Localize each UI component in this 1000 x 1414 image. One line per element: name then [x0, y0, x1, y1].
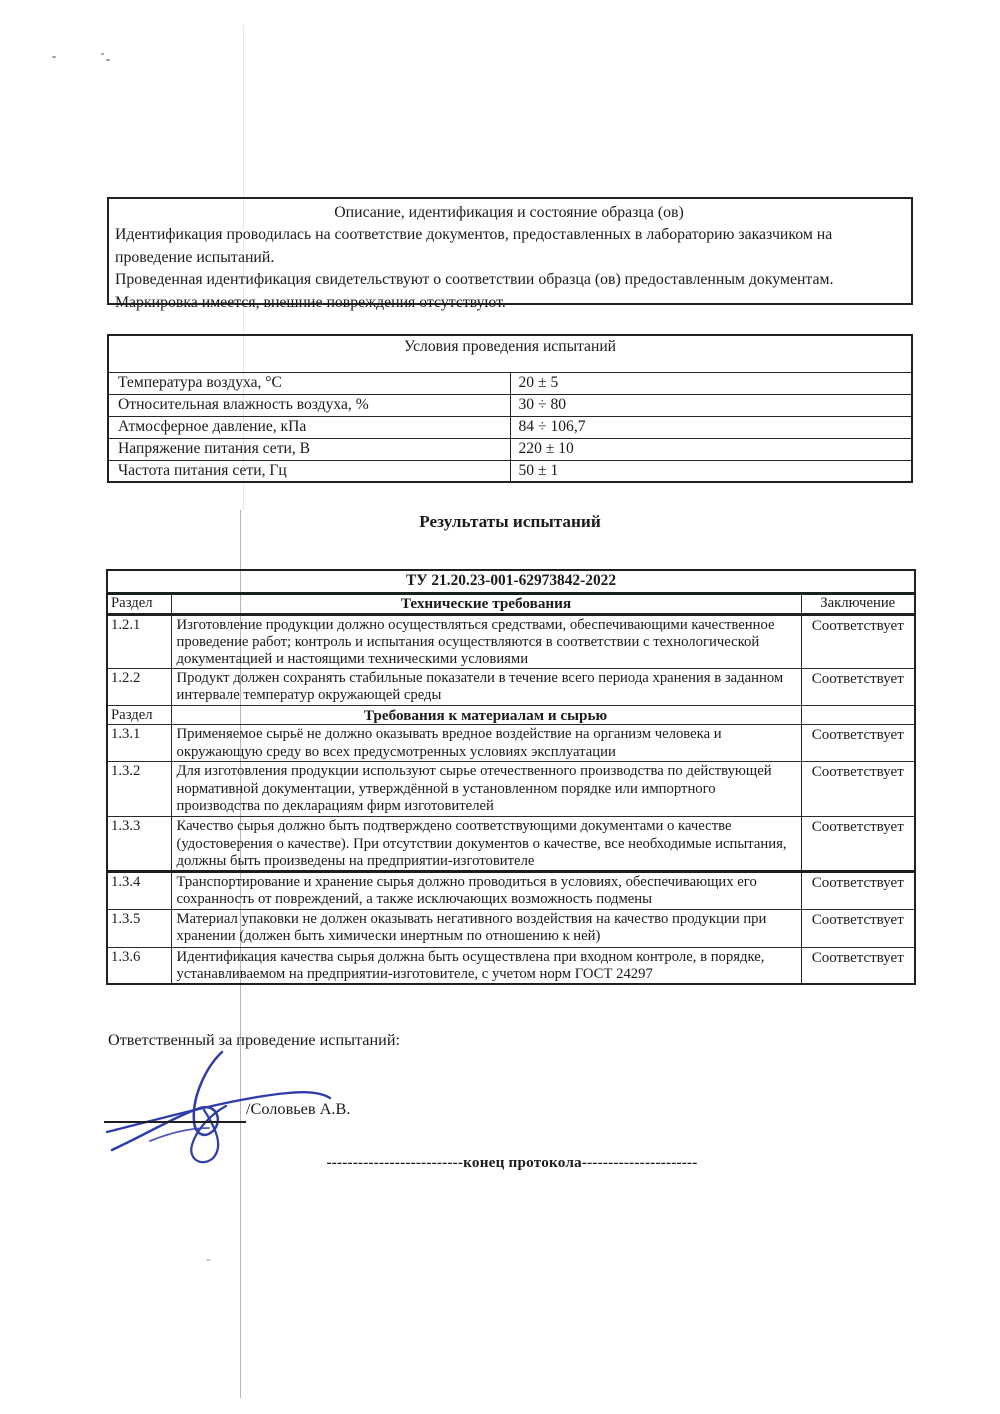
test-conditions-table — [107, 334, 913, 483]
table-row — [108, 438, 912, 460]
section-number: 1.2.2 — [107, 669, 171, 706]
column-header-row — [107, 593, 915, 614]
condition-value: 84 ÷ 106,7 — [510, 416, 912, 438]
scan-speck — [101, 53, 104, 55]
condition-value: 50 ± 1 — [510, 460, 912, 482]
condition-value: 20 ± 5 — [510, 372, 912, 394]
conclusion-value: Соответствует — [801, 817, 915, 872]
sample-description-box — [107, 197, 913, 311]
condition-label: Относительная влажность воздуха, % — [108, 394, 510, 416]
sample-box-paragraph: Проведенная идентификация свидетельствуют о соответствии образца (ов) предоставленным документам. — [115, 271, 834, 289]
tu-number: ТУ 21.20.23-001-62973842-2022 — [107, 570, 915, 593]
table-row — [107, 725, 915, 762]
responsible-label: Ответственный за проведение испытаний: — [108, 1031, 400, 1049]
requirement-text: Изготовление продукции должно осуществляться средствами, обеспечивающими качественное проведение работ; контроль и испытания осуществляются в соответствии с технологической документацией и настоящими техническими условиями — [171, 614, 801, 669]
column-header-section: Раздел — [107, 593, 171, 614]
condition-label: Напряжение питания сети, В — [108, 438, 510, 460]
signature-name: /Соловьев А.В. — [246, 1099, 351, 1118]
tu-header-row — [107, 570, 915, 593]
section-number: 1.3.3 — [107, 817, 171, 872]
requirement-text: Материал упаковки не должен оказывать негативного воздействия на качество продукции при хранении (должен быть химически инертным по отношению к ней) — [171, 909, 801, 947]
conclusion-value: Соответствует — [801, 871, 915, 909]
group-header-text: Требования к материалам и сырью — [171, 706, 801, 725]
sample-box-paragraph: Маркировка имеется, внешние повреждения отсутствуют. — [115, 293, 506, 311]
section-number: 1.3.4 — [107, 871, 171, 909]
condition-label: Частота питания сети, Гц — [108, 460, 510, 482]
conclusion-value: Соответствует — [801, 762, 915, 817]
table-row — [107, 947, 915, 984]
sample-box-title: Описание, идентификация и состояние образца (ов) — [334, 204, 684, 221]
section-number: 1.3.2 — [107, 762, 171, 817]
requirement-text: Транспортирование и хранение сырья должно проводиться в условиях, обеспечивающих его сохранность от повреждений, а также исключающих возможность подмены — [171, 871, 801, 909]
table-row — [107, 817, 915, 872]
conclusion-value: Соответствует — [801, 725, 915, 762]
requirement-text: Продукт должен сохранять стабильные показатели в течение всего периода хранения в заданном интервале температур окружающей среды — [171, 669, 801, 706]
table-row — [108, 335, 912, 372]
section-number: 1.2.1 — [107, 614, 171, 669]
table-row — [107, 909, 915, 947]
section-number: Раздел — [107, 706, 171, 725]
scan-speck — [206, 1259, 211, 1261]
table-row — [108, 372, 912, 394]
requirement-text: Для изготовления продукции используют сырье отечественного производства по действующей нормативной документации, утверждённой в установленном порядке или импортного производства по декларациям фирм изготовителей — [171, 762, 801, 817]
requirement-text: Идентификация качества сырья должна быть осуществлена при входном контроле, в порядке, устанавливаемом на предприятии-изготовителе, с учетом норм ГОСТ 24297 — [171, 947, 801, 984]
conclusion-value — [801, 706, 915, 725]
section-number: 1.3.5 — [107, 909, 171, 947]
scan-speck — [52, 56, 56, 58]
conclusion-value: Соответствует — [801, 669, 915, 706]
table-row — [107, 669, 915, 706]
condition-label: Температура воздуха, °С — [108, 372, 510, 394]
column-header-requirements: Технические требования — [171, 593, 801, 614]
conclusion-value: Соответствует — [801, 614, 915, 669]
results-section-title: Результаты испытаний — [419, 512, 601, 531]
conditions-table-title: Условия проведения испытаний — [108, 335, 912, 372]
conclusion-value: Соответствует — [801, 947, 915, 984]
conclusion-value: Соответствует — [801, 909, 915, 947]
condition-value: 30 ÷ 80 — [510, 394, 912, 416]
table-row — [107, 614, 915, 669]
sample-box-paragraph: Идентификация проводилась на соответствие документов, предоставленных в лабораторию заказчиком на проведение испытаний. — [115, 226, 833, 266]
condition-value: 220 ± 10 — [510, 438, 912, 460]
table-row — [108, 460, 912, 482]
end-of-protocol-line: --------------------------конец протокола---------------------- — [326, 1154, 698, 1171]
group-header-row — [107, 706, 915, 725]
test-results-table — [106, 569, 916, 985]
section-number: 1.3.1 — [107, 725, 171, 762]
section-number: 1.3.6 — [107, 947, 171, 984]
scan-speck — [106, 59, 110, 61]
signature-line — [104, 1121, 246, 1123]
table-row — [107, 871, 915, 909]
column-header-conclusion: Заключение — [801, 593, 915, 614]
table-row — [108, 394, 912, 416]
requirement-text: Применяемое сырьё не должно оказывать вредное воздействие на организм человека и окружающую среду во всех предусмотренных условиях эксплуатации — [171, 725, 801, 762]
requirement-text: Качество сырья должно быть подтверждено соответствующими документами о качестве (удостоверения о качестве). При отсутствии документов о качестве, все необходимые испытания, должны быть произведены на предприятии-изготовителе — [171, 817, 801, 872]
table-row — [107, 762, 915, 817]
condition-label: Атмосферное давление, кПа — [108, 416, 510, 438]
table-row — [108, 416, 912, 438]
